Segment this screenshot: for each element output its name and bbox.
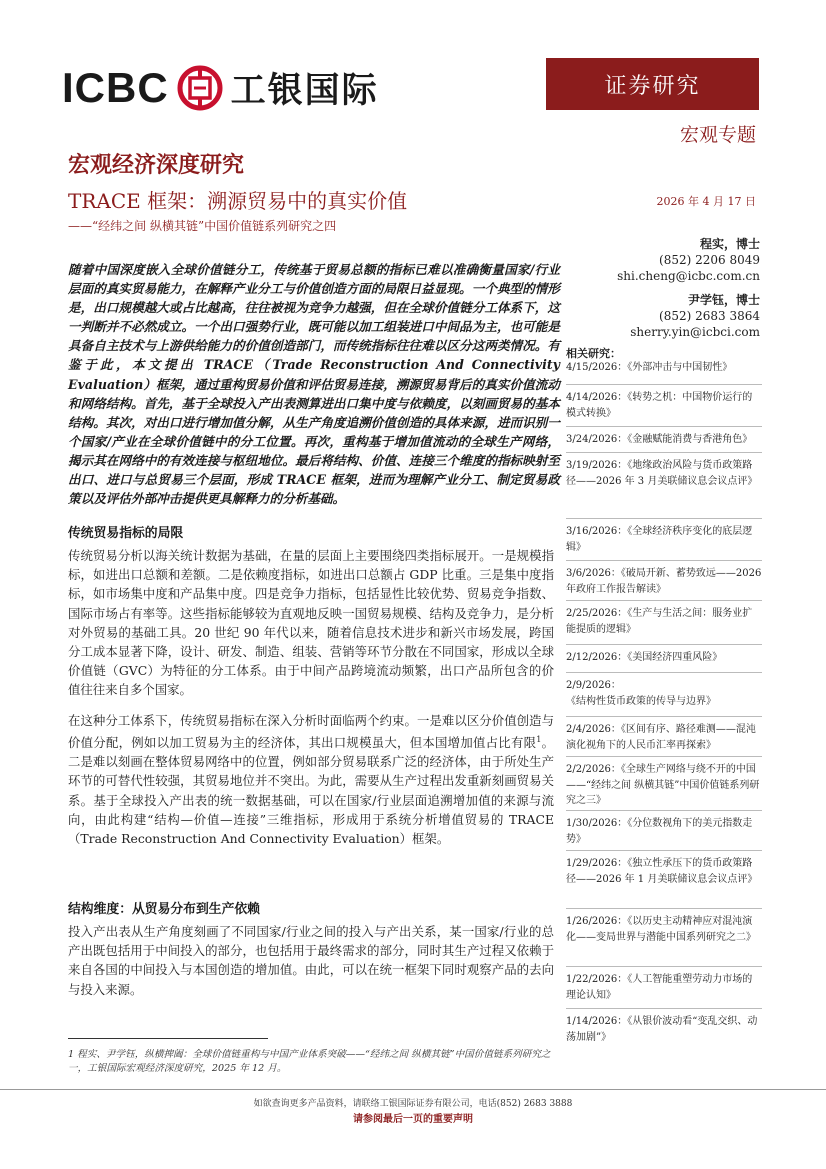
author-phone: (852) 2683 3864 <box>659 309 760 323</box>
section-body <box>68 922 554 1010</box>
report-category-badge: 证券研究 <box>546 58 759 110</box>
paragraph: 投入产出表从生产角度刻画了不同国家/行业之间的投入与产出关系，某一国家/行业的总产出既包括用于中间投入的部分，也包括用于最终需求的部分，同时其生产过程又依赖于来自各国的中间投入与本国创造的增加值。由此，可以在统一框架下同时观察产品的去向与投入来源。 <box>68 924 554 997</box>
related-date: 3/24/2026 <box>566 434 618 445</box>
related-title: 《金融赋能消费与香港角色》 <box>627 434 753 445</box>
related-title: 《独立性承压下的货币政策路径——2026 年 1 月美联储议息会议点评》 <box>566 858 758 885</box>
related-heading: 相关研究： <box>566 347 621 360</box>
logo-en-text: ICBC <box>62 64 169 111</box>
related-title: 《从银价波动看“变乱交织、动荡加剧”》 <box>566 1016 758 1043</box>
related-divider <box>566 756 762 757</box>
related-sep: ： <box>610 764 621 775</box>
report-date: 2026 年 4 月 17 日 <box>656 195 756 208</box>
related-item[interactable] <box>566 458 762 489</box>
related-date: 2/2/2026 <box>566 764 611 775</box>
logo-cn-text: 工银国际 <box>230 71 379 111</box>
related-date: 1/30/2026 <box>566 818 618 829</box>
author-phone: (852) 2206 8049 <box>659 253 760 267</box>
related-item[interactable] <box>566 972 762 1003</box>
related-sep: ： <box>617 434 628 445</box>
related-date: 2/12/2026 <box>566 652 618 663</box>
related-divider <box>566 716 762 717</box>
related-date: 3/6/2026 <box>566 568 611 579</box>
paragraph-part: 在这种分工体系下，传统贸易指标在深入分析时面临两个约束。一是难以区分价值创造与价值分配，例如以加工贸易为主的经济体，其出口规模虽大，但本国增加值占比有限 <box>68 712 554 750</box>
related-date: 4/15/2026 <box>566 362 618 373</box>
related-item[interactable] <box>566 606 762 637</box>
paragraph-part: 二是难以刻画在整体贸易网络中的位置，例如部分贸易联系广泛的经济体，由于所处生产环节的可替代性较强，其贸易地位并不突出。为此，需要从生产过程出发重新刻画贸易关系。基于全球投入产出表的统一数据基础，可以在国家/行业层面追溯增加值的来源与流向，由此构建“结构—价值—连接”三维指标，形成用于系统分析增值贸易的 TRACE（Trade Reconstruction And Connectivity Evaluation）框架。 <box>68 754 554 846</box>
related-date: 3/19/2026 <box>566 460 618 471</box>
related-sep: ： <box>617 974 628 985</box>
related-title: 《以历史主动精神应对混沌演化——变局世界与潜能中国系列研究之二》 <box>566 916 756 943</box>
author-name: 程实，博士 <box>699 237 760 251</box>
related-sep: ： <box>617 652 628 663</box>
related-sep: ： <box>617 362 628 373</box>
footer-disclaimer[interactable]: 请参阅最后一页的重要声明 <box>353 1114 473 1125</box>
related-title: 《破局开新、蓄势致远——2026 年政府工作报告解读》 <box>566 568 762 595</box>
related-divider <box>566 426 762 427</box>
related-title: 《美国经济四重风险》 <box>627 652 723 663</box>
related-divider <box>566 1008 762 1009</box>
related-date: 4/14/2026 <box>566 392 618 403</box>
report-subtype: 宏观专题 <box>679 124 756 146</box>
related-item[interactable] <box>566 390 762 421</box>
related-date: 2/9/2026 <box>566 680 611 691</box>
icbc-seal-icon <box>177 65 223 111</box>
footnote-ref[interactable]: 1 <box>536 734 542 744</box>
related-date: 2/4/2026 <box>566 724 611 735</box>
report-subtitle: TRACE 框架：溯源贸易中的真实价值 <box>68 189 408 213</box>
related-title: 《全球经济秩序变化的底层逻辑》 <box>566 526 753 553</box>
related-title: 《分位数视角下的美元指数走势》 <box>566 818 753 845</box>
related-date: 3/16/2026 <box>566 526 618 537</box>
author-email[interactable]: shi.cheng@icbc.com.cn <box>617 269 760 283</box>
author-1 <box>617 236 760 284</box>
related-divider <box>566 672 762 673</box>
footer-contact: 如欲查询更多产品资料，请联络工银国际证券有限公司，电话(852) 2683 3888 <box>253 1099 573 1109</box>
related-divider <box>566 452 762 453</box>
related-sep: ： <box>617 858 628 869</box>
related-date: 1/29/2026 <box>566 858 618 869</box>
related-title: 《转势之机：中国物价运行的模式转换》 <box>566 392 753 419</box>
footer-divider <box>0 1089 826 1090</box>
related-title: 《外部冲击与中国韧性》 <box>627 362 733 373</box>
related-title: 《人工智能重塑劳动力市场的理论认知》 <box>566 974 753 1001</box>
related-divider <box>566 810 762 811</box>
related-divider <box>566 644 762 645</box>
author-2 <box>617 292 760 340</box>
related-divider <box>566 966 762 967</box>
related-date: 1/14/2026 <box>566 1016 618 1027</box>
related-item[interactable] <box>566 856 762 887</box>
related-sep: ： <box>610 680 621 691</box>
related-divider <box>566 600 762 601</box>
related-date: 1/22/2026 <box>566 974 618 985</box>
section-heading: 传统贸易指标的局限 <box>68 526 184 541</box>
footnote-divider <box>68 1038 268 1039</box>
related-title: 《全球生产网络与绕不开的中国——“经纬之间 纵横其链”中国价值链系列研究之三》 <box>566 764 760 807</box>
related-sep: ： <box>617 392 628 403</box>
abstract-text: 随着中国深度嵌入全球价值链分工，传统基于贸易总额的指标已难以准确衡量国家/行业层面的真实贸易能力，在解释产业分工与价值创造方面的局限日益显现。一个典型的情形是，出口规模越大或占比越高，往往被视为竞争力越强，但在全球价值链分工体系下，这一判断并不必然成立。一个出口强势行业，既可能以加工组装进口中间品为主，也可能是具备自主技术与上游供给能力的价值创造部门，而传统指标往往难以区分这两类情况。有鉴于此，本文提出 TRACE（Trade Reconstruction And Connectivity Evaluation）框架，通过重构贸易价值和评估贸易连接，溯源贸易背后的真实价值流动和网络结构。首先，基于全球投入产出表测算进出口集中度与依赖度，以刻画贸易的基本结构。其次，对出口进行增加值分解，从生产角度追溯价值创造的具体来源，进而识别一个国家/产业在全球价值链中的分工位置。再次，重构基于增加值流动的全球生产网络，揭示其在网络中的有效连接与枢纽地位。最后将结构、价值、连接三个维度的指标映射至出口、进口与总贸易三个层面，形成 TRACE 框架，进而为理解产业分工、制定贸易政策以及评估外部冲击提供更具解释力的分析基础。 <box>68 262 560 507</box>
author-email[interactable]: sherry.yin@icbci.com <box>630 325 760 339</box>
related-sep: ： <box>617 526 628 537</box>
related-item[interactable] <box>566 650 762 666</box>
related-title: 《地缘政治风险与货币政策路径——2026 年 3 月美联储议息会议点评》 <box>566 460 758 487</box>
related-sep: ： <box>617 916 628 927</box>
related-item[interactable] <box>566 1014 762 1045</box>
abstract <box>68 260 560 508</box>
author-name: 尹学钰，博士 <box>687 293 760 307</box>
footnote: 1 程实、尹学钰，纵横捭阖：全球价值链重构与中国产业体系突破——“经纬之间 纵横其链”中国价值链系列研究之一，工银国际宏观经济深度研究，2025 年 12 月。 <box>68 1049 551 1074</box>
related-sep: ： <box>617 460 628 471</box>
related-item[interactable] <box>566 914 762 945</box>
paragraph <box>68 711 554 849</box>
related-divider <box>566 384 762 385</box>
authors-block <box>617 236 760 348</box>
related-sep: ： <box>610 568 621 579</box>
report-series: ——“经纬之间 纵横其链”中国价值链系列研究之四 <box>68 219 337 233</box>
related-item[interactable] <box>566 566 762 597</box>
related-title: 《结构性货币政策的传导与边界》 <box>566 695 716 707</box>
related-date: 1/26/2026 <box>566 916 618 927</box>
related-divider <box>566 560 762 561</box>
section-body <box>68 546 554 859</box>
related-divider <box>566 908 762 909</box>
related-sep: ： <box>617 1016 628 1027</box>
related-sep: ： <box>617 608 628 619</box>
related-item[interactable] <box>566 678 762 709</box>
paragraph: 传统贸易分析以海关统计数据为基础，在量的层面上主要围绕四类指标展开。一是规模指标，如进出口总额和差额。二是依赖度指标，如进出口总额占 GDP 比重。三是集中度指标，如市场集中度和产品集中度。四是竞争力指标，包括显性比较优势、贸易竞争指数、国际市场占有率等。这些指标能够较为直观地反映一国贸易规模、结构及竞争力，是分析对外贸易的基础工具。20 世纪 90 年代以来，随着信息技术进步和新兴市场发展，跨国分工成本显著下降，设计、研发、制造、组装、营销等环节分散在不同国家，形成以全球价值链（GVC）为特征的分工体系。由于中间产品跨境流动频繁，出口产品所包含的价值往往来自多个国家。 <box>68 548 554 698</box>
icbc-logo <box>62 58 379 118</box>
related-divider <box>566 518 762 519</box>
related-title: 《生产与生活之间：服务业扩能提质的逻辑》 <box>566 608 753 635</box>
section-heading: 结构维度：从贸易分布到生产依赖 <box>68 902 260 917</box>
related-title: 《区间有序、路径难测——混沌演化视角下的人民币汇率再探索》 <box>566 724 756 751</box>
paragraph-sep: 。 <box>541 734 555 750</box>
related-item[interactable] <box>566 722 762 753</box>
related-sep: ： <box>617 818 628 829</box>
related-date: 2/25/2026 <box>566 608 618 619</box>
report-title: 宏观经济深度研究 <box>68 153 245 178</box>
related-item[interactable] <box>566 524 762 555</box>
related-divider <box>566 850 762 851</box>
related-item[interactable] <box>566 360 762 376</box>
related-item[interactable] <box>566 762 762 809</box>
related-item[interactable] <box>566 816 762 847</box>
related-item[interactable] <box>566 432 762 448</box>
related-sep: ： <box>610 724 621 735</box>
